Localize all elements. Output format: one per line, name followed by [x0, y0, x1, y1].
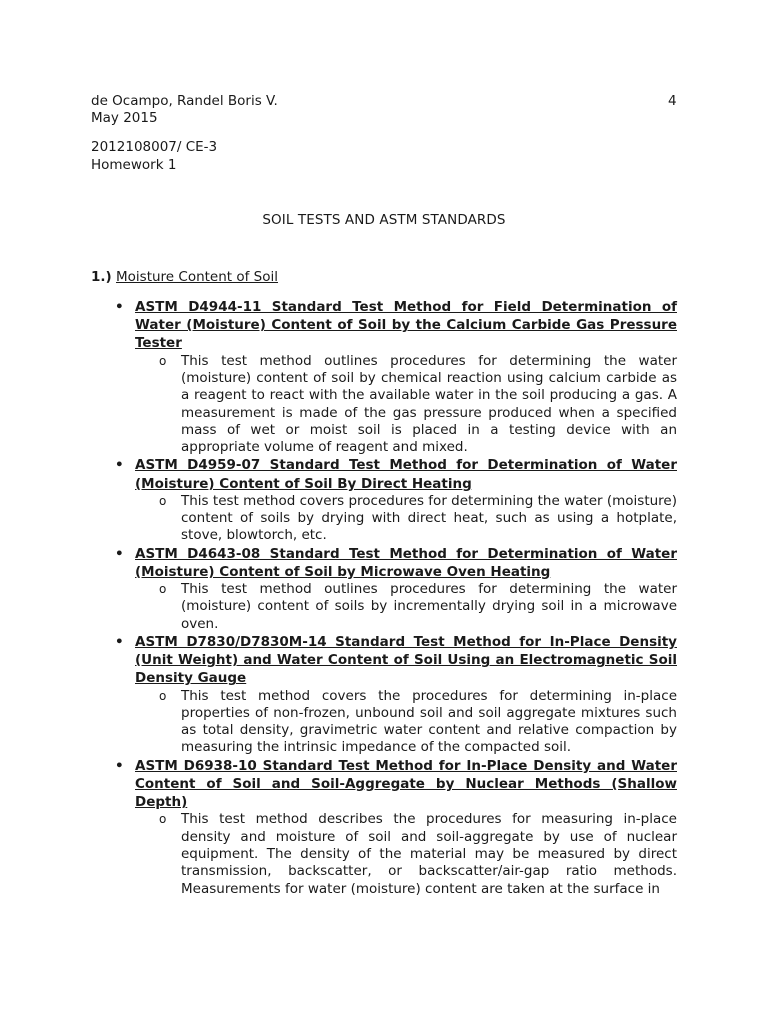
description-text: This test method describes the procedures for measuring in-place density and moisture of soil and soil-aggregate by use of nuclear equipment. The density of the material may be measured by direct transmission, backscatter, or backscatter/air-gap ratio methods. Measurements for water (moisture) content are taken at the surface in — [181, 811, 677, 897]
standard-item — [0, 545, 768, 633]
standard-item — [0, 757, 768, 898]
bullet-icon: • — [115, 757, 124, 774]
standard-description — [159, 811, 677, 897]
page-number: 4 — [668, 93, 677, 109]
standard-description — [159, 352, 677, 457]
standard-title: ASTM D6938-10 Standard Test Method for In-Place Density and Water Content of Soil and Soil-Aggregate by Nuclear Methods (Shallow Depth) — [135, 757, 677, 811]
sub-bullet-icon: o — [159, 582, 167, 597]
standard-title: ASTM D7830/D7830M-14 Standard Test Method for In-Place Density (Unit Weight) and Water Content of Soil Using an Electromagnetic Soil Density Gauge — [135, 633, 677, 687]
bullet-icon: • — [115, 299, 124, 315]
standard-title: ASTM D4959-07 Standard Test Method for Determination of Water (Moisture) Content of Soil By Direct Heating — [135, 457, 677, 492]
standard-title: ASTM D4944-11 Standard Test Method for Field Determination of Water (Moisture) Content of Soil by the Calcium Carbide Gas Pressure Tester — [135, 299, 677, 352]
description-text: This test method covers procedures for determining the water (moisture) content of soils by drying with direct heat, such as using a hotplate, stove, blowtorch, etc. — [181, 492, 677, 544]
student-id: 2012108007/ CE-3 — [91, 139, 218, 155]
standard-item — [0, 633, 768, 757]
standard-description — [159, 492, 677, 545]
bullet-icon: • — [115, 545, 124, 562]
document-date: May 2015 — [91, 110, 158, 126]
standard-description — [159, 687, 677, 757]
sub-bullet-icon: o — [159, 353, 167, 368]
standard-title: ASTM D4643-08 Standard Test Method for Determination of Water (Moisture) Content of Soil by Microwave Oven Heating — [135, 545, 677, 580]
sub-bullet-icon: o — [159, 688, 167, 703]
assignment-label: Homework 1 — [91, 157, 177, 173]
author-name: de Ocampo, Randel Boris V. — [91, 93, 278, 109]
bullet-icon: • — [115, 633, 124, 650]
section-heading — [91, 268, 278, 286]
standard-description — [159, 581, 677, 633]
description-text: This test method covers the procedures for determining in-place properties of non-frozen, unbound soil and soil aggregate mixtures such as total density, gravimetric water content and relative compaction by measuring the intrinsic impedance of the compacted soil. — [181, 687, 677, 756]
section-number: 1.) — [91, 269, 112, 285]
standard-item — [0, 456, 768, 544]
document-title: SOIL TESTS AND ASTM STANDARDS — [262, 212, 506, 228]
sub-bullet-icon: o — [159, 493, 167, 508]
bullet-icon: • — [115, 457, 124, 474]
standards-list — [0, 298, 768, 898]
standard-item — [0, 298, 768, 456]
description-text: This test method outlines procedures for determining the water (moisture) content of soils by incrementally drying soil in a microwave oven. — [181, 581, 677, 632]
description-text: This test method outlines procedures for determining the water (moisture) content of soil by chemical reaction using calcium carbide as a reagent to react with the available water in the soil producing a gas. A measurement is made of the gas pressure produced when a specified mass of wet or moist soil is placed in a testing device with an appropriate volume of reagent and mixed. — [181, 352, 677, 456]
section-title: Moisture Content of Soil — [116, 269, 279, 285]
sub-bullet-icon: o — [159, 812, 167, 827]
